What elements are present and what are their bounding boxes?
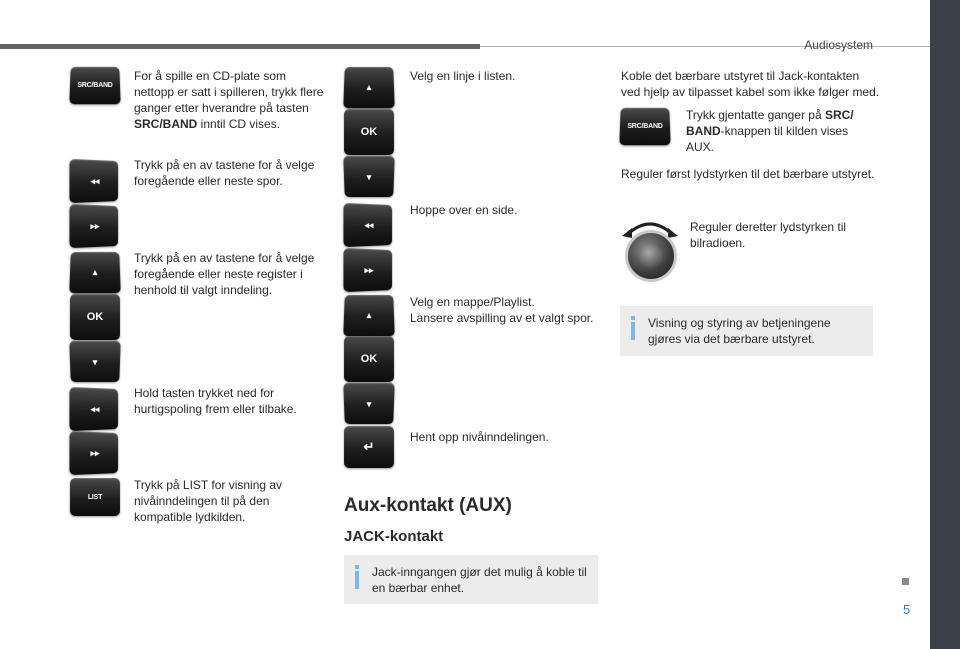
volume-knob-icon bbox=[620, 214, 680, 290]
col3-intro-text: Koble det bærbare utstyret til Jack-kontakten ved hjelp av tilpasset kabel som ikke følger med. bbox=[621, 69, 880, 99]
down-icon: ▾ bbox=[366, 171, 372, 182]
forward-button bbox=[69, 204, 118, 248]
info-icon bbox=[353, 565, 361, 589]
rewind-button-3 bbox=[343, 203, 392, 247]
info-note-portable bbox=[620, 306, 873, 356]
ok-button-2: OK bbox=[344, 109, 394, 155]
info-note-text: Visning og styring av betjeningene gjøres via det bærbare utstyret. bbox=[648, 316, 831, 346]
up-icon: ▴ bbox=[92, 266, 98, 277]
header-rule bbox=[0, 44, 480, 49]
forward-icon: ▸▸ bbox=[90, 220, 100, 231]
rewind-button bbox=[69, 159, 118, 203]
down-button-2 bbox=[343, 156, 395, 197]
ok-button-3: OK bbox=[344, 336, 394, 382]
col1-item3-text: Trykk på en av tastene for å velge foregående eller neste register i henhold til valgt inndeling. bbox=[134, 251, 315, 297]
col3-item3-text: Reguler deretter lydstyrken til bilradioen. bbox=[690, 220, 847, 250]
src-band-button: SRC/BAND bbox=[69, 67, 120, 104]
rewind-button-2 bbox=[69, 387, 118, 431]
col1-item1-text: For å spille en CD-plate som nettopp er satt i spilleren, trykk flere ganger etter hverandre på tasten SRC/BAND inntil CD vises. bbox=[134, 69, 324, 131]
rewind-icon: ◂◂ bbox=[364, 219, 374, 230]
info-note-jack bbox=[344, 555, 598, 604]
down-icon: ▾ bbox=[366, 398, 372, 409]
section-heading-aux: Aux-kontakt (AUX) bbox=[344, 495, 512, 516]
rewind-icon: ◂◂ bbox=[90, 403, 100, 414]
up-button-3 bbox=[343, 295, 395, 336]
col2-item2-text: Hoppe over en side. bbox=[410, 203, 518, 217]
col3-item1-text: Trykk gjentatte ganger på SRC/ BAND-knappen til kilden vises AUX. bbox=[686, 108, 854, 154]
info-note-text: Jack-inngangen gjør det mulig å koble til en bærbar enhet. bbox=[372, 565, 587, 595]
page-sidebar bbox=[930, 0, 960, 649]
forward-icon: ▸▸ bbox=[90, 447, 100, 458]
section-title: Audiosystem bbox=[804, 38, 873, 52]
up-icon: ▴ bbox=[366, 81, 372, 92]
up-button bbox=[69, 252, 121, 293]
col3-item2-text: Reguler først lydstyrken til det bærbare utstyret. bbox=[621, 167, 875, 181]
down-icon: ▾ bbox=[92, 356, 98, 367]
col2-item4-text: Hent opp nivåinndelingen. bbox=[410, 430, 549, 444]
forward-icon: ▸▸ bbox=[364, 264, 374, 275]
forward-button-3 bbox=[343, 248, 392, 292]
up-button-2 bbox=[343, 67, 395, 108]
info-icon bbox=[629, 316, 637, 340]
page-marker bbox=[902, 578, 909, 585]
down-button-3 bbox=[343, 383, 395, 424]
forward-button-2 bbox=[69, 431, 118, 475]
col1-item5-text: Trykk på LIST for visning av nivåinndelingen til på den kompatible lydkilden. bbox=[134, 478, 283, 524]
up-icon: ▴ bbox=[366, 309, 372, 320]
col1-item2-text: Trykk på en av tastene for å velge foregående eller neste spor. bbox=[134, 158, 315, 188]
back-icon: ↵ bbox=[363, 439, 375, 454]
subsection-heading-jack: JACK-kontakt bbox=[344, 528, 444, 545]
down-button bbox=[69, 341, 121, 382]
list-button: LIST bbox=[70, 478, 120, 516]
col1-item4-text: Hold tasten trykket ned for hurtigspoling frem eller tilbake. bbox=[134, 386, 297, 416]
col2-item1-text: Velg en linje i listen. bbox=[410, 69, 516, 83]
page-number: 5 bbox=[903, 602, 911, 617]
col2-item3-text: Velg en mappe/Playlist. Lansere avspilling av et valgt spor. bbox=[410, 295, 594, 325]
src-band-button-2: SRC/BAND bbox=[619, 108, 670, 145]
rewind-icon: ◂◂ bbox=[90, 175, 100, 186]
ok-button: OK bbox=[70, 294, 120, 340]
back-button bbox=[344, 426, 394, 468]
